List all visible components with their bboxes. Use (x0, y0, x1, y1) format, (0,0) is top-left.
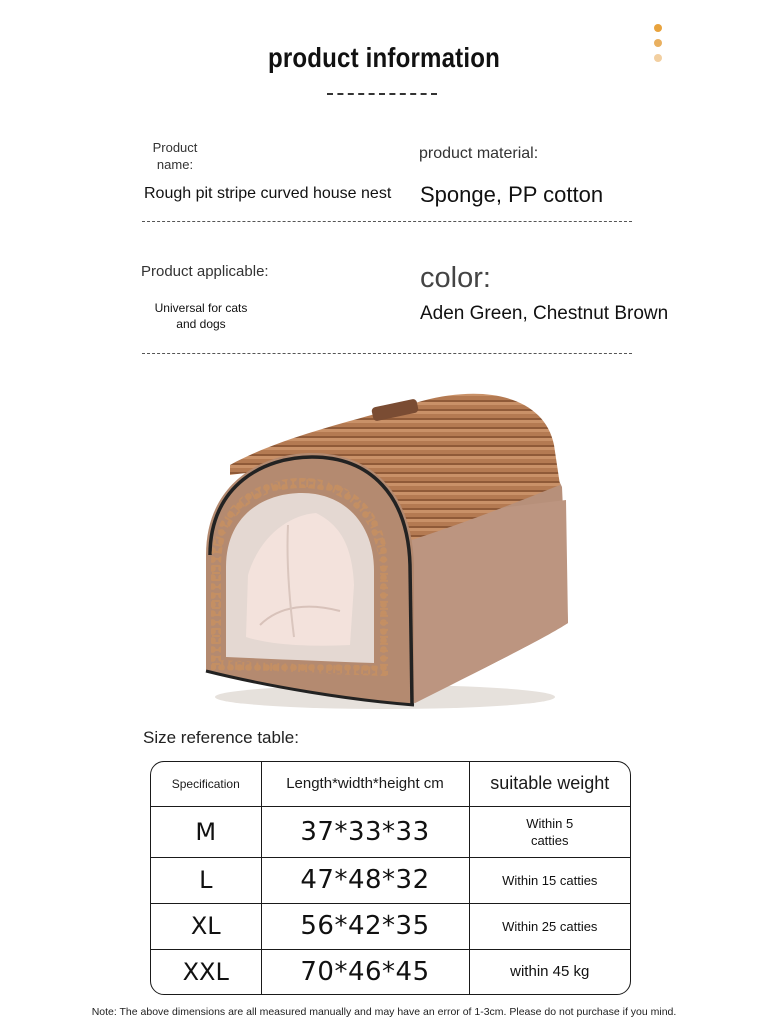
table-header-row (151, 762, 630, 806)
product-applicable-label: Product applicable: (141, 263, 269, 280)
size-cell: XL (151, 903, 261, 949)
product-image (190, 375, 590, 720)
table-row (151, 806, 630, 858)
weight-cell (469, 806, 630, 858)
size-table (150, 761, 631, 995)
color-label: color: (420, 262, 491, 294)
product-material-value: Sponge, PP cotton (420, 182, 604, 207)
divider (142, 221, 632, 222)
table-row (151, 858, 630, 904)
size-table-heading: Size reference table: (143, 728, 299, 747)
table-row (151, 903, 630, 949)
weight-text: Within 5 catties (526, 815, 574, 848)
dot-icon (654, 24, 662, 32)
size-cell: M (151, 806, 261, 858)
color-value: Aden Green, Chestnut Brown (420, 303, 669, 324)
header-specification: Specification (151, 762, 261, 806)
table-row (151, 949, 630, 994)
product-material-label: product material: (419, 145, 539, 162)
dimension-cell: 37*33*33 (261, 806, 469, 858)
weight-cell: within 45 kg (469, 949, 630, 994)
dimension-cell: 56*42*35 (261, 903, 469, 949)
size-cell: XXL (151, 949, 261, 994)
product-applicable-value: Universal for cats and dogs (154, 301, 248, 331)
header-dimensions: Length*width*height cm (261, 762, 469, 806)
disclaimer-note: Note: The above dimensions are all measured manually and may have an error of 1-3cm. Please do not purchase if you mind. (91, 1006, 677, 1018)
dimension-cell: 70*46*45 (261, 949, 469, 994)
weight-cell: Within 15 catties (469, 858, 630, 904)
weight-cell: Within 25 catties (469, 903, 630, 949)
divider (142, 353, 632, 354)
product-name-value: Rough pit stripe curved house nest (144, 185, 392, 202)
product-name-label: Product name: (152, 140, 198, 172)
dimension-cell: 47*48*32 (261, 858, 469, 904)
page-title: product information (267, 42, 501, 73)
header-weight: suitable weight (469, 762, 630, 806)
title-underline (327, 93, 437, 95)
size-cell: L (151, 858, 261, 904)
